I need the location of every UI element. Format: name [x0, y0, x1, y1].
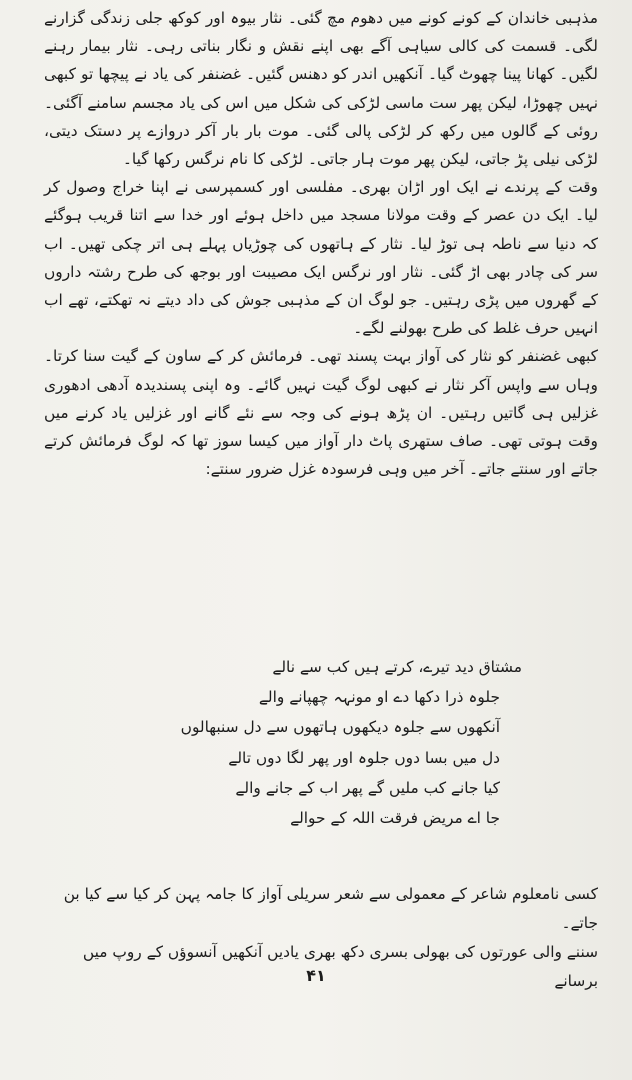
paragraph-1: مذہبی خاندان کے کونے کونے میں دھوم مچ گئی۔ نثار بیوہ اور کوکھ جلی زندگی گزارنے لگی۔ قسمت کی کالی سیاہی آگے بھی اپنے نقش و نگار بناتی رہی۔ نثار بیمار رہنے لگیں۔ کھانا پینا چھوٹ گیا۔ آنکھیں اندر کو دھنس گئیں۔ غضنفر کی یاد نے پیچھا تو کبھی نہیں چھوڑا، لیکن پھر ست ماسی لڑکی کی شکل میں اس کی یاد مجسم سامنے آگئی۔ روئی کے گالوں میں رکھ کر لڑکی پالی گئی۔ موت بار بار آکر دروازے پر دستک دیتی، لڑکی نیلی پڑ جاتی، لیکن پھر موت ہار جاتی۔ لڑکی کا نام نرگس رکھا گیا۔ — [44, 9, 598, 169]
verse-line-4: دل میں بسا دوں جلوہ اور پھر لگا دوں تالے — [228, 748, 500, 767]
paragraph-3: کبھی غضنفر کو نثار کی آواز بہت پسند تھی۔ فرمائش کر کے ساون کے گیت سنا کرتا۔ وہاں سے واپس آکر نثار نے کبھی لوگ گیت نہیں گائے۔ وہ اپنی پسندیدہ آدھی ادھوری غزلیں ہی گاتیں رہتیں۔ ان پڑھ ہونے کی وجہ سے نئے گانے اور غزلیں یاد کرنے میں وقت ہوتی تھی۔ صاف ستھری پاٹ دار آواز میں کیسا سوز تھا کہ لوگ فرمائش کرتے جاتے اور سنتے جاتے۔ آخر میں وہی فرسودہ غزل ضرور سنتے: — [44, 347, 598, 479]
verse-line-5: کیا جانے کب ملیں گے پھر اب کے جانے والے — [235, 778, 500, 797]
verse-line-6: جا اے مریض فرقت اللہ کے حوالے — [290, 809, 500, 828]
verse-block — [180, 652, 522, 833]
closing-line-2: سننے والی عورتوں کی بھولی بسری دکھ بھری یادیں آنکھیں آنسوؤں کے روپ میں برسانے — [82, 943, 598, 990]
verse-line-3: آنکھوں سے جلوہ دیکھوں ہاتھوں سے دل سنبھالوں — [180, 718, 500, 737]
page-number: ۴۱ — [306, 966, 326, 985]
verse-line-1: مشتاق دید تیرے، کرتے ہیں کب سے نالے — [272, 658, 522, 676]
verse-line-2: جلوہ ذرا دکھا دے او مونہہ چھپانے والے — [258, 688, 500, 707]
body-text — [44, 4, 598, 483]
closing-line-1: کسی نامعلوم شاعر کے معمولی سے شعر سریلی آواز کا جامہ پہن کر کیا سے کیا بن جاتے۔ — [63, 885, 598, 932]
paragraph-2: وقت کے پرندے نے ایک اور اڑان بھری۔ مفلسی اور کسمپرسی نے اپنا خراج وصول کر لیا۔ ایک دن عصر کے وقت مولانا مسجد میں داخل ہوئے اور خدا سے اتنا قریب ہوگئے کہ دنیا سے ناطہ ہی توڑ لیا۔ نثار کے ہاتھوں کی چوڑیاں پہلے ہی اتر چکی تھیں۔ اب سر کی چادر بھی اڑ گئی۔ نثار اور نرگس ایک مصیبت اور بوجھ کی طرح رشتہ داروں کے گھروں میں پڑی رہتیں۔ جو لوگ ان کے مذہبی جوش کی داد دیتے نہ تھکتے، تھے اب انہیں حرف غلط کی طرح بھولنے لگے۔ — [44, 178, 598, 338]
